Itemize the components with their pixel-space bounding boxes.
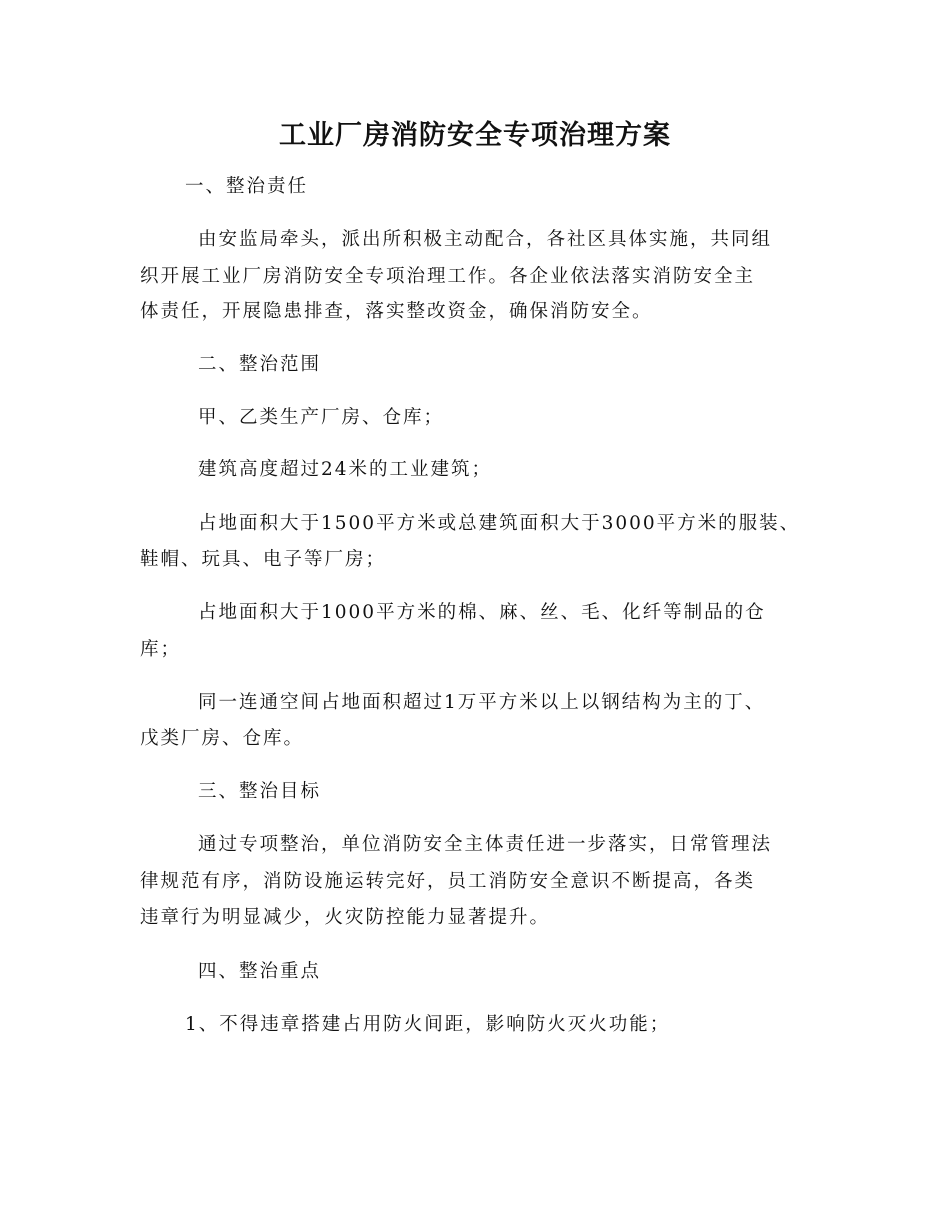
paragraph-line: 同一连通空间占地面积超过1万平方米以上以钢结构为主的丁、 bbox=[198, 692, 766, 713]
paragraph-line: 体责任，开展隐患排查，落实整改资金，确保消防安全。 bbox=[140, 301, 653, 322]
paragraph-line: 建筑高度超过24米的工业建筑； bbox=[198, 459, 493, 480]
section-heading: 一、整治责任 bbox=[185, 176, 309, 197]
paragraph-line: 织开展工业厂房消防安全专项治理工作。各企业依法落实消防安全主 bbox=[140, 266, 756, 287]
paragraph-line: 占地面积大于1000平方米的棉、麻、丝、毛、化纤等制品的仓 bbox=[198, 602, 766, 623]
paragraph-line: 鞋帽、玩具、电子等厂房； bbox=[140, 549, 387, 570]
paragraph-line: 甲、乙类生产厂房、仓库； bbox=[198, 407, 445, 428]
paragraph-line: 由安监局牵头，派出所积极主动配合，各社区具体实施，共同组 bbox=[198, 229, 773, 250]
paragraph-line: 违章行为明显减少，火灾防控能力显著提升。 bbox=[140, 907, 551, 928]
document-title: 工业厂房消防安全专项治理方案 bbox=[279, 120, 671, 151]
section-heading: 四、整治重点 bbox=[198, 961, 322, 982]
paragraph-line: 通过专项整治，单位消防安全主体责任进一步落实，日常管理法 bbox=[198, 834, 773, 855]
paragraph-line: 库； bbox=[140, 639, 182, 660]
section-heading: 三、整治目标 bbox=[198, 781, 322, 802]
paragraph-line: 戊类厂房、仓库。 bbox=[140, 728, 305, 749]
list-item: 1、不得违章搭建占用防火间距，影响防火灭火功能； bbox=[185, 1014, 671, 1035]
paragraph-line: 律规范有序，消防设施运转完好，员工消防安全意识不断提高，各类 bbox=[140, 871, 756, 892]
section-heading: 二、整治范围 bbox=[198, 354, 322, 375]
paragraph-line: 占地面积大于1500平方米或总建筑面积大于3000平方米的服装、 bbox=[198, 513, 801, 534]
